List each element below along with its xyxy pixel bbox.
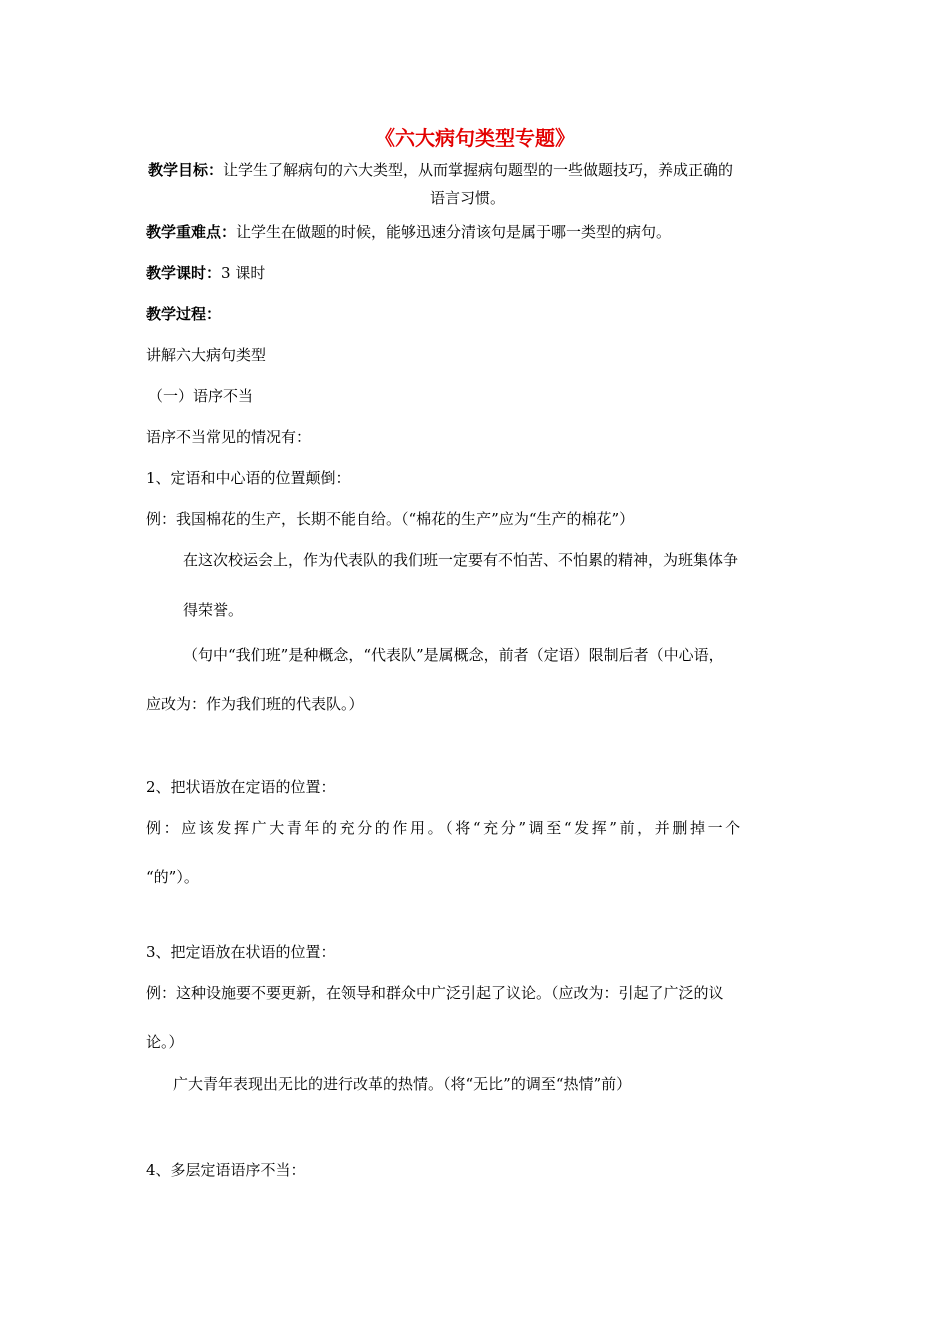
item3-example-line1: 例：这种设施要不要更新，在领导和群众中广泛引起了议论。（应改为：引起了广泛的议 xyxy=(146,984,724,1002)
item1-heading: 1、定语和中心语的位置颠倒： xyxy=(146,469,351,487)
item3-example2: 广大青年表现出无比的进行改革的热情。（将“无比”的调至“热情”前） xyxy=(173,1075,632,1093)
item1-note-line1: （句中“我们班”是种概念，“代表队”是属概念，前者（定语）限制后者（中心语， xyxy=(183,646,724,664)
item1-note-line2: 应改为：作为我们班的代表队。） xyxy=(146,695,364,713)
hours-text: 3 课时 xyxy=(221,264,266,282)
item2-heading: 2、把状语放在定语的位置： xyxy=(146,778,336,796)
hours-label: 教学课时： xyxy=(146,264,222,282)
item2-example-line1: 例：应该发挥广大青年的充分的作用。（将“充分”调至“发挥”前，并删掉一个 xyxy=(146,819,743,837)
objective-text-1: 让学生了解病句的六大类型，从而掌握病句题型的一些做题技巧，养成正确的 xyxy=(223,161,734,179)
item1-example2-line1: 在这次校运会上，作为代表队的我们班一定要有不怕苦、不怕累的精神，为班集体争 xyxy=(183,551,739,569)
item4-heading: 4、多层定语语序不当： xyxy=(146,1161,306,1179)
objective-text-2: 语言习惯。 xyxy=(430,189,506,207)
item2-example-line2: “的”）。 xyxy=(146,868,199,886)
objective-label: 教学目标： xyxy=(148,161,224,179)
key-point-label: 教学重难点： xyxy=(146,223,237,241)
page-title: 《六大病句类型专题》 xyxy=(375,126,575,150)
process-label: 教学过程： xyxy=(146,305,222,323)
key-point-line xyxy=(146,222,671,242)
item3-heading: 3、把定语放在状语的位置： xyxy=(146,943,336,961)
item1-example: 例：我国棉花的生产，长期不能自给。（“棉花的生产”应为“生产的棉花”） xyxy=(146,510,635,528)
objective-line-1 xyxy=(148,160,733,180)
key-point-text: 让学生在做题的时候，能够迅速分清该句是属于哪一类型的病句。 xyxy=(236,223,672,241)
section1-heading: （一）语序不当 xyxy=(148,387,254,405)
intro-text: 讲解六大病句类型 xyxy=(146,346,267,364)
item1-example2-line2: 得荣誉。 xyxy=(183,601,244,619)
item3-example-line2: 论。） xyxy=(146,1033,184,1051)
section1-common: 语序不当常见的情况有： xyxy=(146,428,312,446)
hours-line xyxy=(146,263,265,283)
